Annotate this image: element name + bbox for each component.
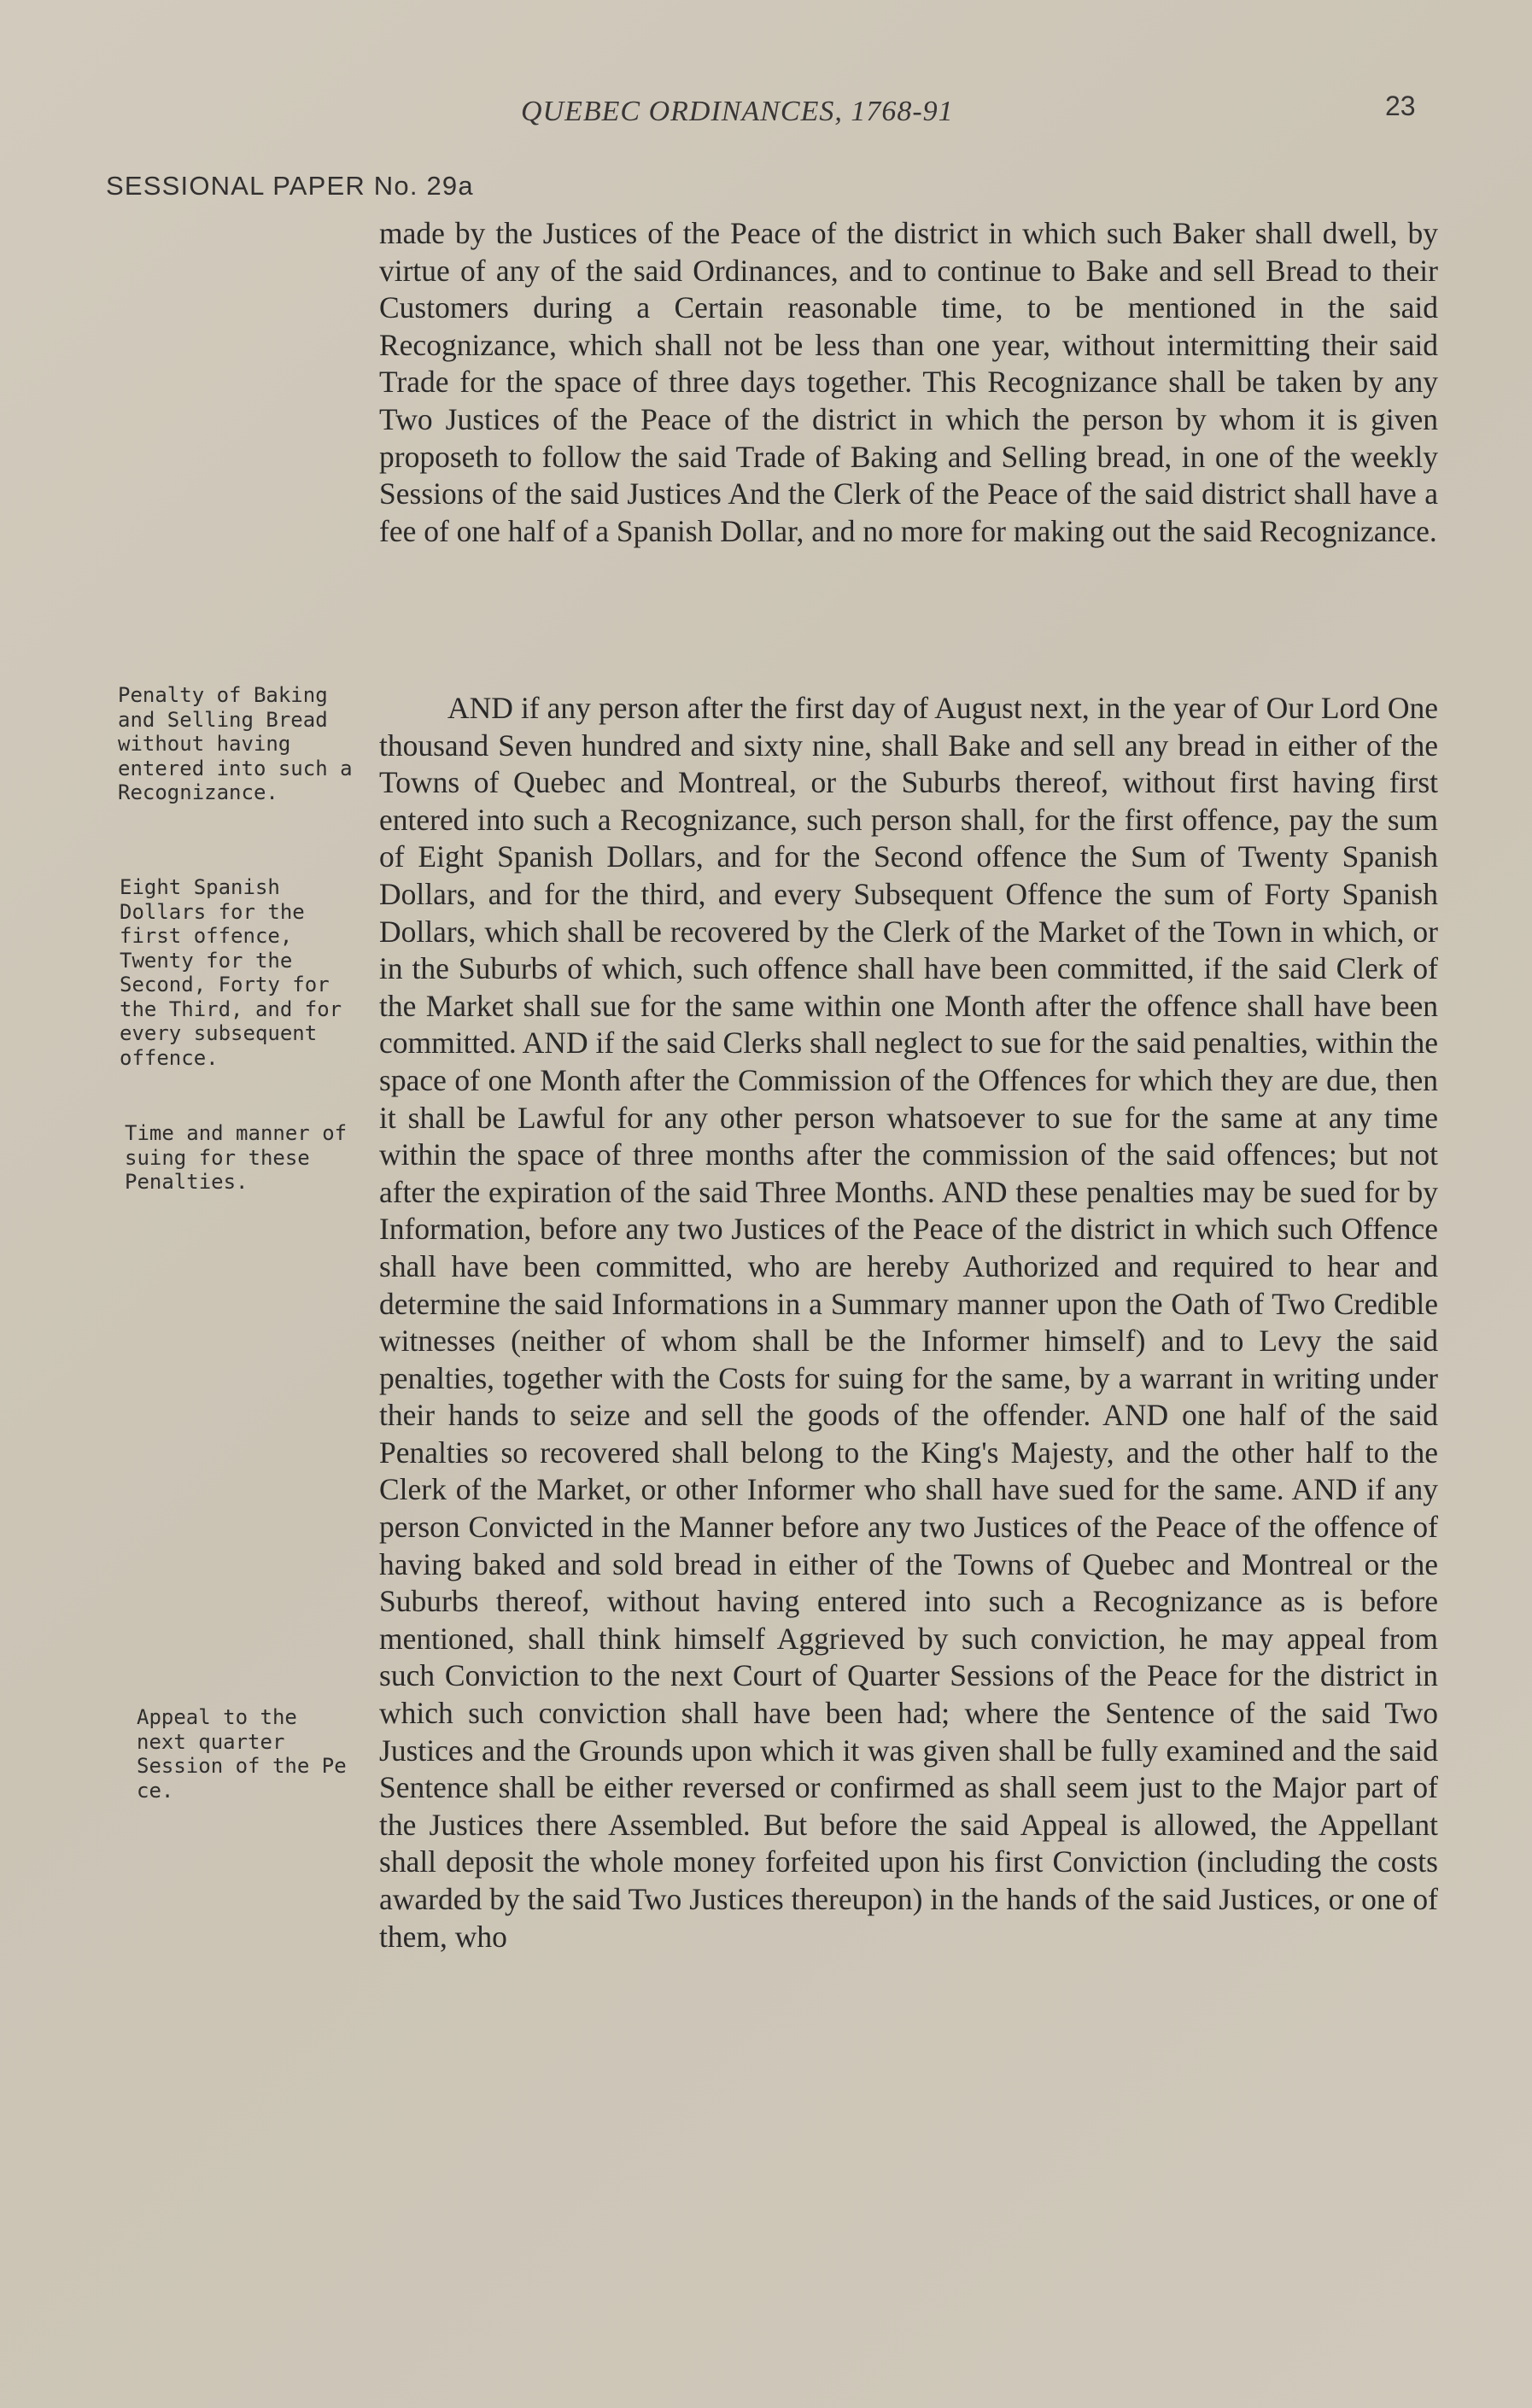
body-paragraph-continuation: made by the Justices of the Peace of the district in which such Baker shall dwell, by virtue of any of the said Ordinances, and to continue to Bake and sell Bread to their Customers during a Certain reasonable time, to be mentioned in the said Recognizance, which shall not be less than one year, without intermitting their said Trade for the space of three days together. This Recognizance shall be taken by any Two Justices of the Peace of the district in which the person by whom it is given proposeth to follow the said Trade of Baking and Selling bread, in one of the weekly Sessions of the said Justices And the Clerk of the Peace of the said district shall have a fee of one half of a Spanish Dollar, and no more for making out the said Recognizance. (379, 216, 1438, 548)
margin-note-appeal: Appeal to the next quarter Session of the Pe ce. (137, 1705, 347, 1803)
running-title: QUEBEC ORDINANCES, 1768-91 (521, 96, 954, 127)
margin-note-penalty: Penalty of Baking and Selling Bread without having entered into such a Recognizance. (118, 683, 353, 804)
sessional-paper-label: SESSIONAL PAPER No. 29a (106, 171, 474, 201)
page-number: 23 (1385, 91, 1416, 121)
margin-note-suing: Time and manner of suing for these Penalties. (125, 1121, 348, 1194)
body-paragraph-penalties: AND if any person after the first day of August next, in the year of Our Lord One thousand Seven hundred and sixty nine, shall Bake and sell any bread in either of the Towns of Quebec and Montreal, or the Suburbs thereof, without first having first entered into such a Recognizance, such person shall, for the first offence, pay the sum of Eight Spanish Dollars, and for the Second offence the Sum of Twenty Spanish Dollars, and for the third, and every Subsequent Offence the sum of Forty Spanish Dollars, which shall be recovered by the Clerk of the Market of the Town in which, or in the Suburbs of which, such offence shall have been committed, if the said Clerk of the Market shall sue for the same within one Month after the offence shall have been committed. AND if the said Clerks shall neglect to sue for the said penalties, within the space of one Month after the Commission of the Offences for which they are due, then it shall be Lawful for any other person whatsoever to sue for the same at any time within the space of three months after the commission of the said offences; but not after the expiration of the said Three Months. AND these penalties may be sued for by Information, before any two Justices of the Peace of the district in which such Offence shall have been committed, who are hereby Authorized and required to hear and determine the said Informations in a Summary manner upon the Oath of Two Credible witnesses (neither of whom shall be the Informer himself) and to Levy the said penalties, together with the Costs for suing for the same, by a warrant in writing under their hands to seize and sell the goods of the offender. AND one half of the said Penalties so recovered shall belong to the King's Majesty, and the other half to the Clerk of the Market, or other Informer who shall have sued for the same. AND if any person Convicted in the Manner before any two Justices of the Peace of the offence of having baked and sold bread in either of the Towns of Quebec and Montreal or the Suburbs thereof, without having entered into such a Recognizance as is before mentioned, shall think himself Aggrieved by such conviction, he may appeal from such Conviction to the next Court of Quarter Sessions of the Peace for the district in which such conviction shall have been had; where the Sentence of the said Two Justices and the Grounds upon which it was given shall be fully examined and the said Sentence shall be either reversed or confirmed as shall seem just to the Major part of the Justices there Assembled. But before the said Appeal is allowed, the Appellant shall deposit the whole money forfeited upon his first Conviction (including the costs awarded by the said Two Justices thereupon) in the hands of the said Justices, or one of them, who (379, 691, 1438, 1954)
margin-note-fines: Eight Spanish Dollars for the first offence, Twenty for the Second, Forty for the Third, and for every subsequent offence. (120, 875, 342, 1070)
